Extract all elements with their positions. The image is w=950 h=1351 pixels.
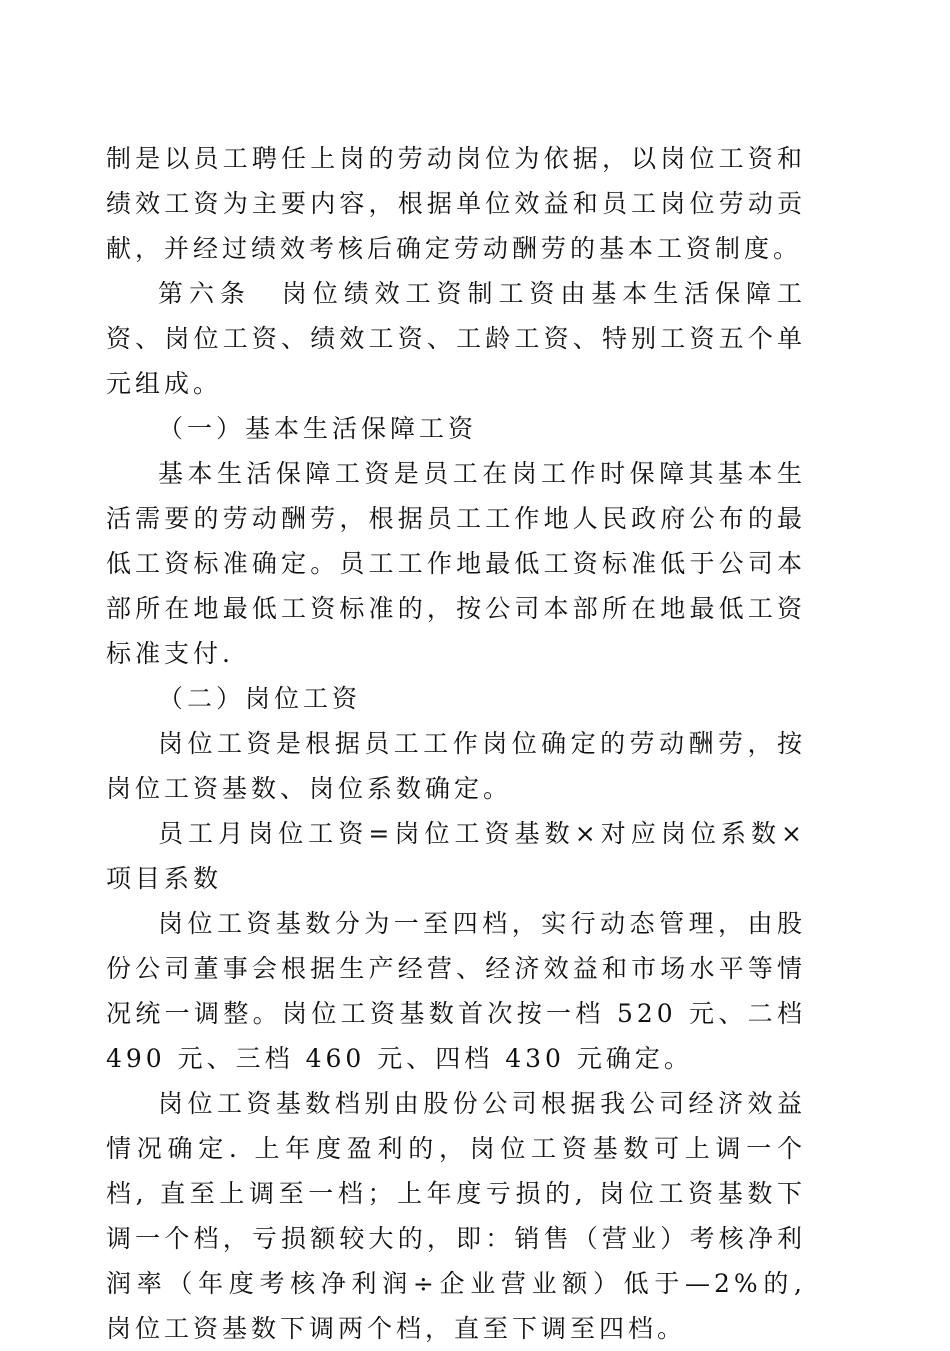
section-heading-basic-living-wage: （一）基本生活保障工资 — [158, 414, 478, 443]
paragraph-article-six: 第六条 岗位绩效工资制工资由基本生活保障工资、岗位工资、绩效工资、工龄工资、特别工资五个单元组成。 — [106, 279, 806, 398]
paragraph-post-wage-base-grades: 岗位工资基数分为一至四档，实行动态管理，由股份公司董事会根据生产经营、经济效益和市场水平等情况统一调整。岗位工资基数首次按一档 520 元、二档 490 元、三档 460 元、四档 430 元确定。 — [106, 909, 806, 1073]
paragraph-post-wage-adjustment: 岗位工资基数档别由股份公司根据我公司经济效益情况确定. 上年度盈利的，岗位工资基数可上调一个档, 直至上调至一档；上年度亏损的, 岗位工资基数下调一个档，亏损额较大的，即：销售（营业）考核净利润率（年度考核净利润÷企业营业额）低于—2%的, 岗位工资基数下调两个档，直至下调至四档。 — [106, 1089, 806, 1343]
section-heading-post-wage: （二）岗位工资 — [158, 684, 362, 713]
paragraph-post-wage-definition: 岗位工资是根据员工工作岗位确定的劳动酬劳，按岗位工资基数、岗位系数确定。 — [106, 729, 806, 803]
document-body — [106, 136, 806, 1351]
paragraph-basic-living-wage: 基本生活保障工资是员工在岗工作时保障其基本生活需要的劳动酬劳，根据员工工作地人民政府公布的最低工资标准确定。员工工作地最低工资标准低于公司本部所在地最低工资标准的，按公司本部所在地最低工资标准支付. — [106, 459, 806, 668]
paragraph-post-wage-formula: 员工月岗位工资=岗位工资基数×对应岗位系数×项目系数 — [106, 819, 806, 893]
paragraph-wage-system-definition: 制是以员工聘任上岗的劳动岗位为依据，以岗位工资和绩效工资为主要内容，根据单位效益和员工岗位劳动贡献，并经过绩效考核后确定劳动酬劳的基本工资制度。 — [106, 144, 806, 263]
